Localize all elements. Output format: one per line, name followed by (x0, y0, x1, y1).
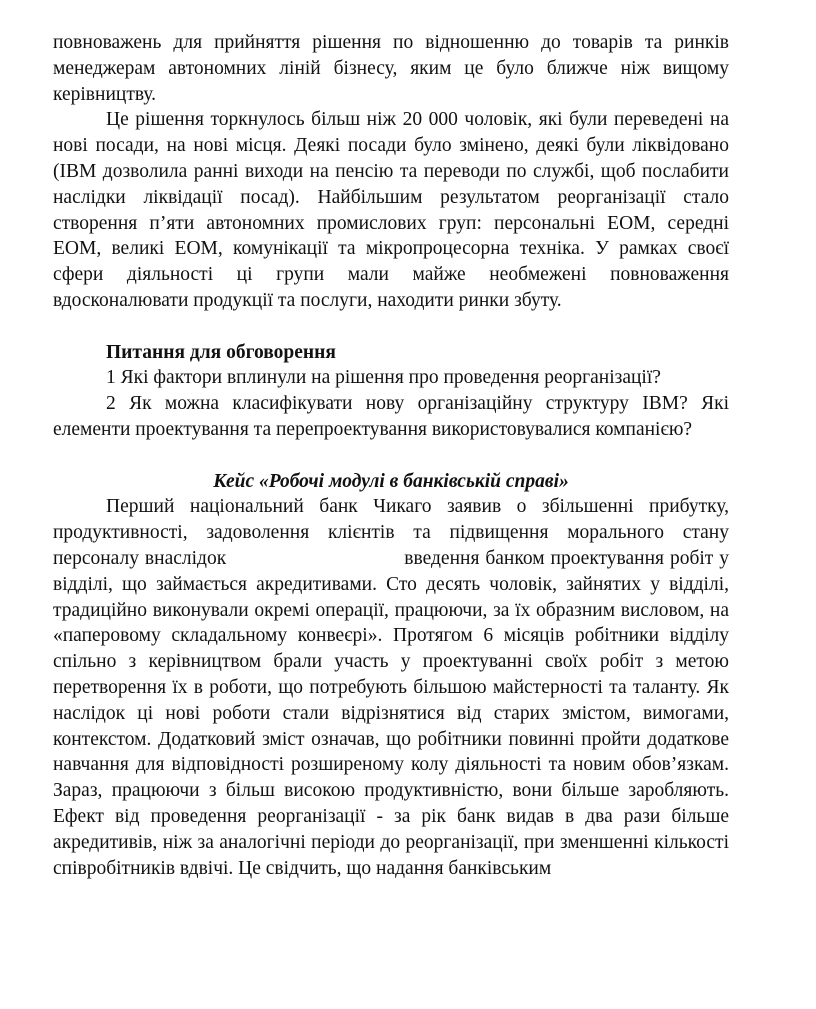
paragraph-reorganization-result: Це рішення торкнулось більш ніж 20 000 чоловік, які були переведені на нові посади, на нові місця. Деякі посади було змінено, деякі були ліквідовано (IBM дозволила ранні виходи на пенсію та переводи по службі, щоб послабити наслідки ліквідації посад). Найбільшим результатом реорганізації стало створення п’яти автономних промислових груп: персональні ЕОМ, середні ЕОМ, великі ЕОМ, комунікації та мікропроцесорна техніка. У рамках своєї сфери діяльності ці групи мали майже необмежені повноваження вдосконалювати продукції та послуги, находити ринки збуту. (53, 109, 729, 311)
spacer (53, 314, 729, 340)
case-title: Кейс «Робочі модулі в банківській справі» (213, 470, 569, 492)
case-text: Перший національний банк Чикаго заявив о збільшенні прибутку, продуктивності, задоволення клієнтів та підвищення морального стану персоналу внаслідок введення банком проектування робіт у відділі, що займається акредитивами. Сто десять чоловік, зайнятих у відділі, традиційно виконували окремі операції, працюючи, за їх образним висловом, на «паперовому складальному конвеєрі». Протягом 6 місяців робітники відділу спільно з керівництвом брали участь у проектуванні своїх робіт з метою перетворення їх в роботи, що потребують більшою майстерності та таланту. Як наслідок ці нові роботи стали відрізнятися від старих змістом, вимогами, контекстом. Додатковий зміст означав, що робітники повинні пройти додаткове навчання для відповідності розширеному колу діяльності та новим обов’язкам. Зараз, працюючи з більш високою продуктивністю, вони більше заробляють. Ефект від проведення реорганізації - за рік банк видав в два рази більше акредитивів, ніж за аналогічні періоди до реорганізації, при зменшенні кількості співробітників вдвічі. Це свідчить, що надання банківським (53, 496, 734, 879)
discussion-heading: Питання для обговорення (106, 341, 336, 363)
document-page (53, 30, 734, 881)
spacer (53, 443, 729, 469)
discussion-question-1: 1 Які фактори вплинули на рішення про проведення реорганізації? (106, 367, 661, 389)
discussion-question-2: 2 Як можна класифікувати нову організаційну структуру IBM? Які елементи проектування та перепроектування використовувалися компанією? (53, 393, 729, 440)
paragraph-continuation: повноважень для прийняття рішення по відношенню до товарів та ринків менеджерам автономних ліній бізнесу, яким це було ближче ніж вищому керівництву. (53, 32, 729, 105)
